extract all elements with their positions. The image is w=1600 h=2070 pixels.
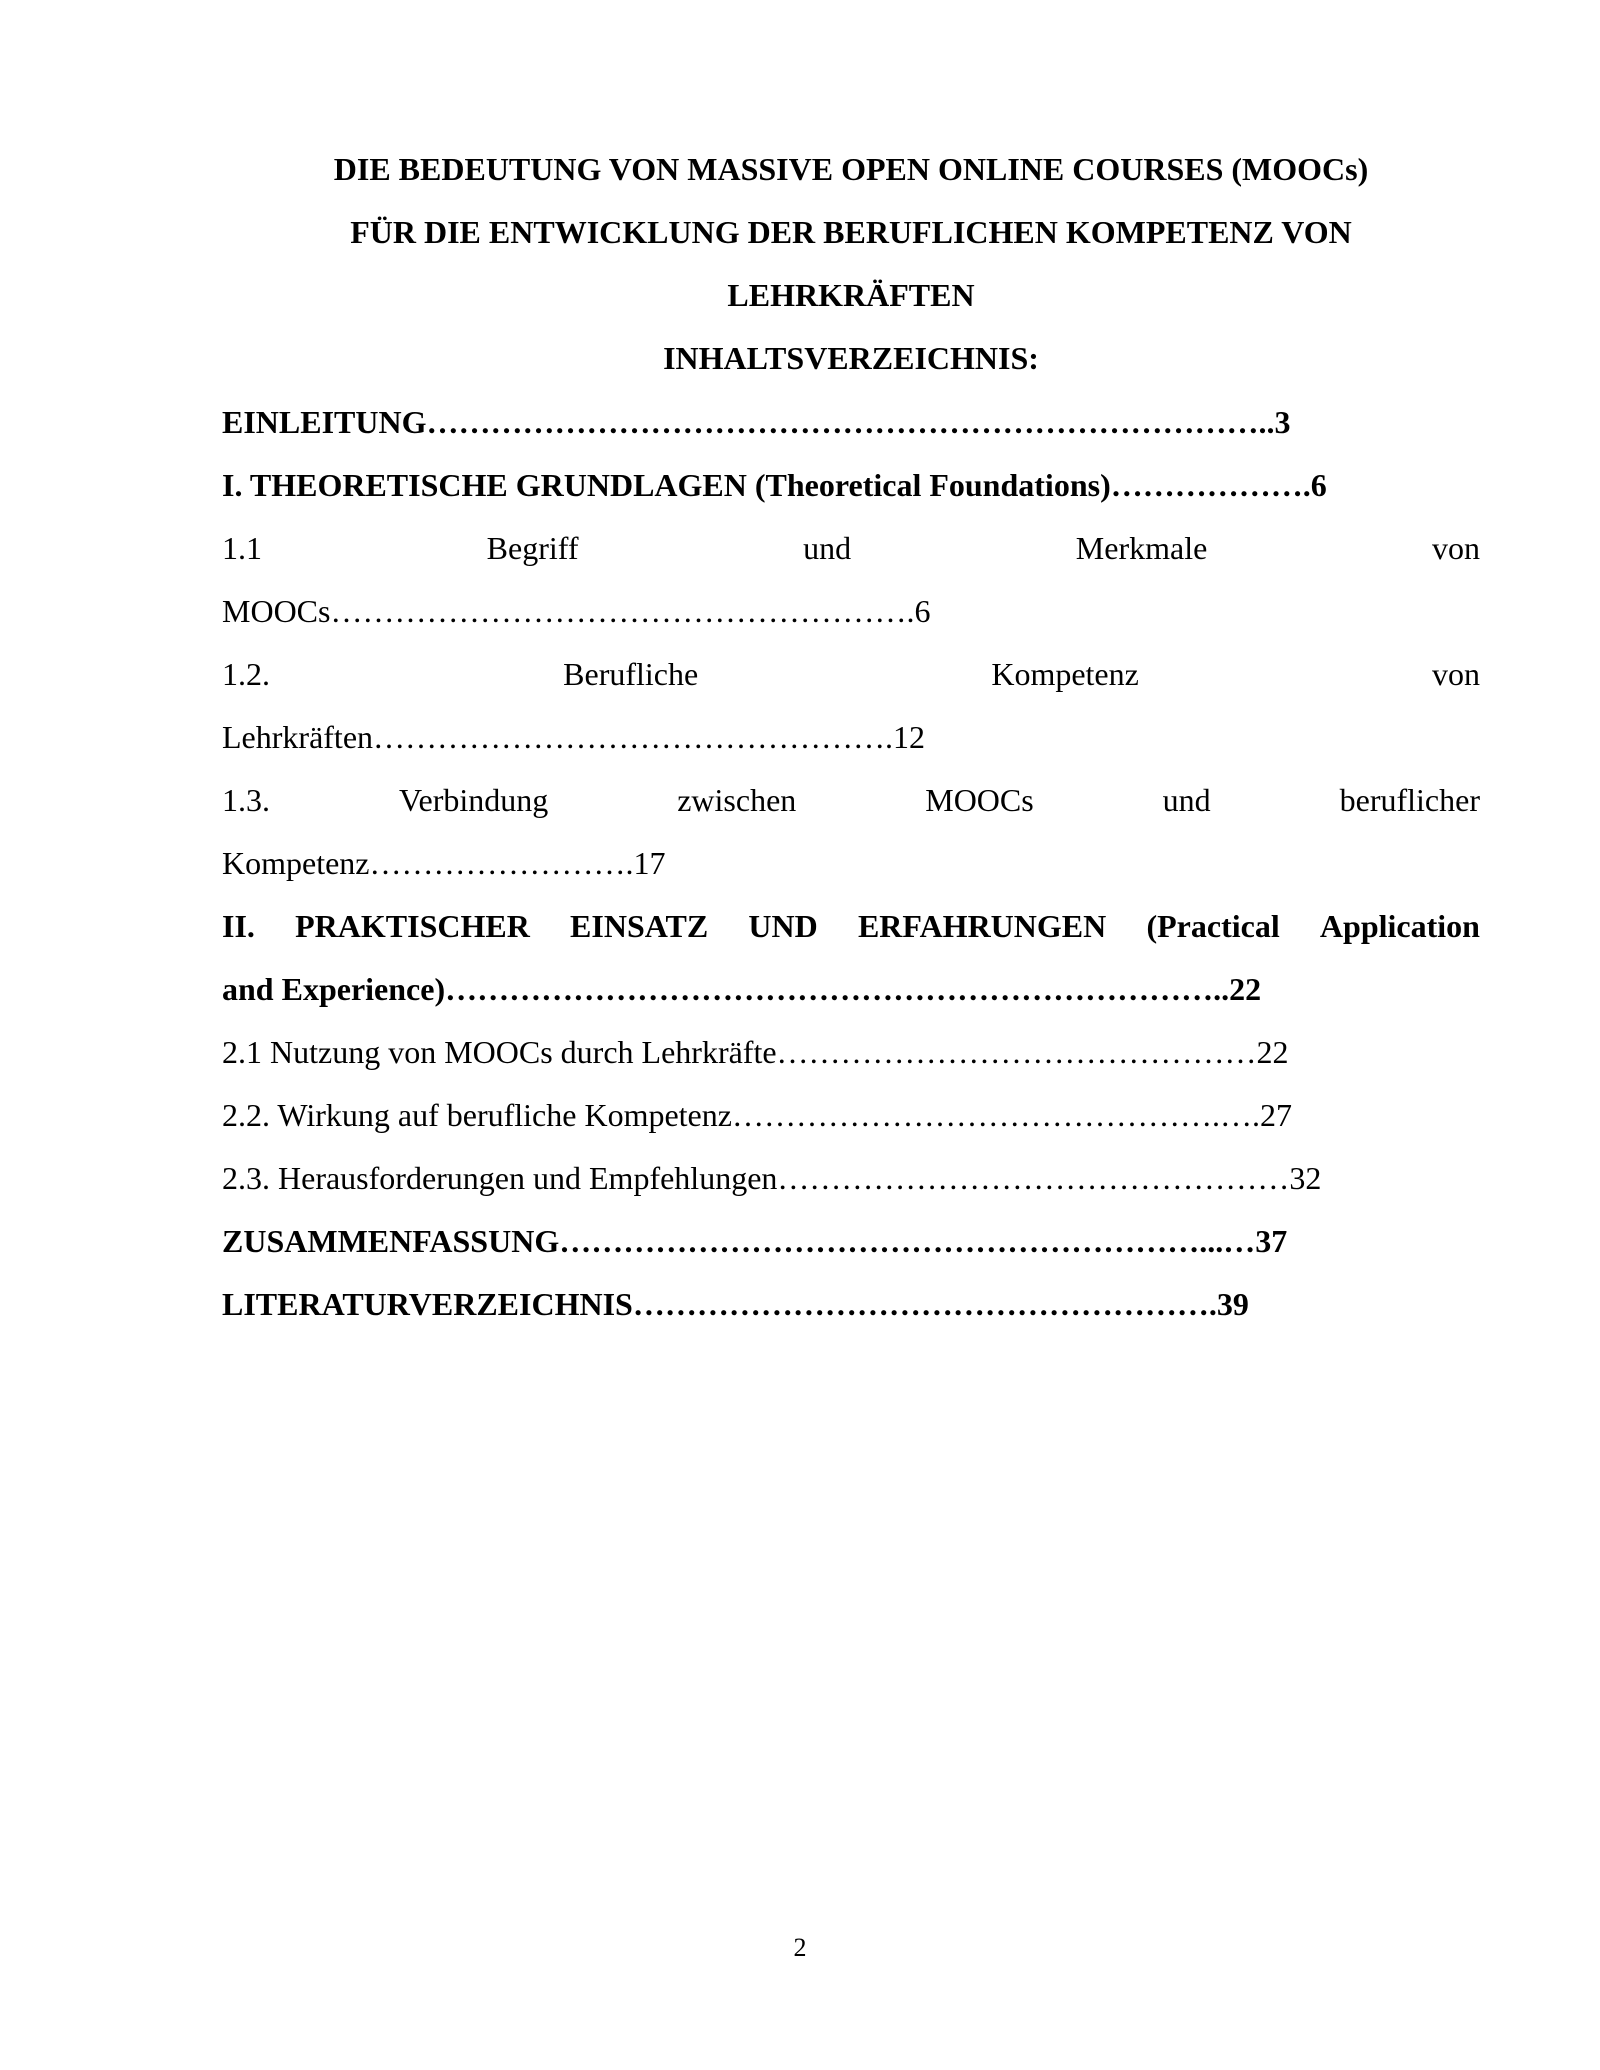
page-number: 2 <box>793 1933 807 1962</box>
toc-word: UND <box>748 908 818 944</box>
toc-entry-einleitung: EINLEITUNG……………………………………………………………………..3 <box>222 404 1291 440</box>
toc-word: II. <box>222 908 255 944</box>
toc-word: 1.2. <box>222 656 270 692</box>
toc-word: beruflicher <box>1339 782 1480 818</box>
toc-word: 1.3. <box>222 782 270 818</box>
toc-entry-1-2-continuation: Lehrkräften………………………………………….12 <box>222 719 926 755</box>
toc-word: (Practical <box>1146 908 1280 944</box>
title-line-3: LEHRKRÄFTEN <box>727 277 975 313</box>
toc-entry-2-2: 2.2. Wirkung auf berufliche Kompetenz……………………………………….….27 <box>222 1097 1292 1133</box>
toc-entry-zusammenfassung: ZUSAMMENFASSUNG……………………………………………………...…37 <box>222 1223 1288 1259</box>
document-title <box>222 138 1480 390</box>
toc-entry-part-1: I. THEORETISCHE GRUNDLAGEN (Theoretical Foundations)……………….6 <box>222 467 1327 503</box>
toc-word: Berufliche <box>563 656 699 692</box>
toc-entry-1-2 <box>222 643 1480 706</box>
toc-word: und <box>1162 782 1211 818</box>
table-of-contents <box>222 391 1480 1336</box>
toc-word: Kompetenz <box>991 656 1139 692</box>
toc-entry-1-1 <box>222 517 1480 580</box>
toc-word: zwischen <box>677 782 797 818</box>
toc-word: Begriff <box>486 530 579 566</box>
toc-entry-1-1-continuation: MOOCs……………………………………………….6 <box>222 593 931 629</box>
toc-word: und <box>803 530 852 566</box>
toc-word: von <box>1431 530 1480 566</box>
title-line-2: FÜR DIE ENTWICKLUNG DER BERUFLICHEN KOMPETENZ VON <box>350 214 1352 250</box>
toc-entry-literaturverzeichnis: LITERATURVERZEICHNIS……………………………………………….39 <box>222 1286 1249 1322</box>
toc-word: von <box>1431 656 1480 692</box>
toc-heading: INHALTSVERZEICHNIS: <box>663 340 1039 376</box>
toc-word: Merkmale <box>1075 530 1208 566</box>
toc-entry-2-3: 2.3. Herausforderungen und Empfehlungen…………………………………………32 <box>222 1160 1322 1196</box>
toc-word: 1.1 <box>222 530 262 566</box>
toc-entry-part-2 <box>222 895 1480 958</box>
toc-word: Application <box>1319 908 1480 944</box>
toc-word: MOOCs <box>925 782 1034 818</box>
toc-word: PRAKTISCHER <box>295 908 530 944</box>
toc-entry-1-3 <box>222 769 1480 832</box>
toc-entry-part-2-continuation: and Experience)………………………………………………………………..22 <box>222 971 1262 1007</box>
toc-word: EINSATZ <box>570 908 709 944</box>
toc-entry-2-1: 2.1 Nutzung von MOOCs durch Lehrkräfte………………………………………22 <box>222 1034 1289 1070</box>
title-line-1: DIE BEDEUTUNG VON MASSIVE OPEN ONLINE COURSES (MOOCs) <box>333 151 1369 187</box>
toc-word: Verbindung <box>398 782 549 818</box>
toc-word: ERFAHRUNGEN <box>857 908 1107 944</box>
toc-entry-1-3-continuation: Kompetenz…………………….17 <box>222 845 666 881</box>
